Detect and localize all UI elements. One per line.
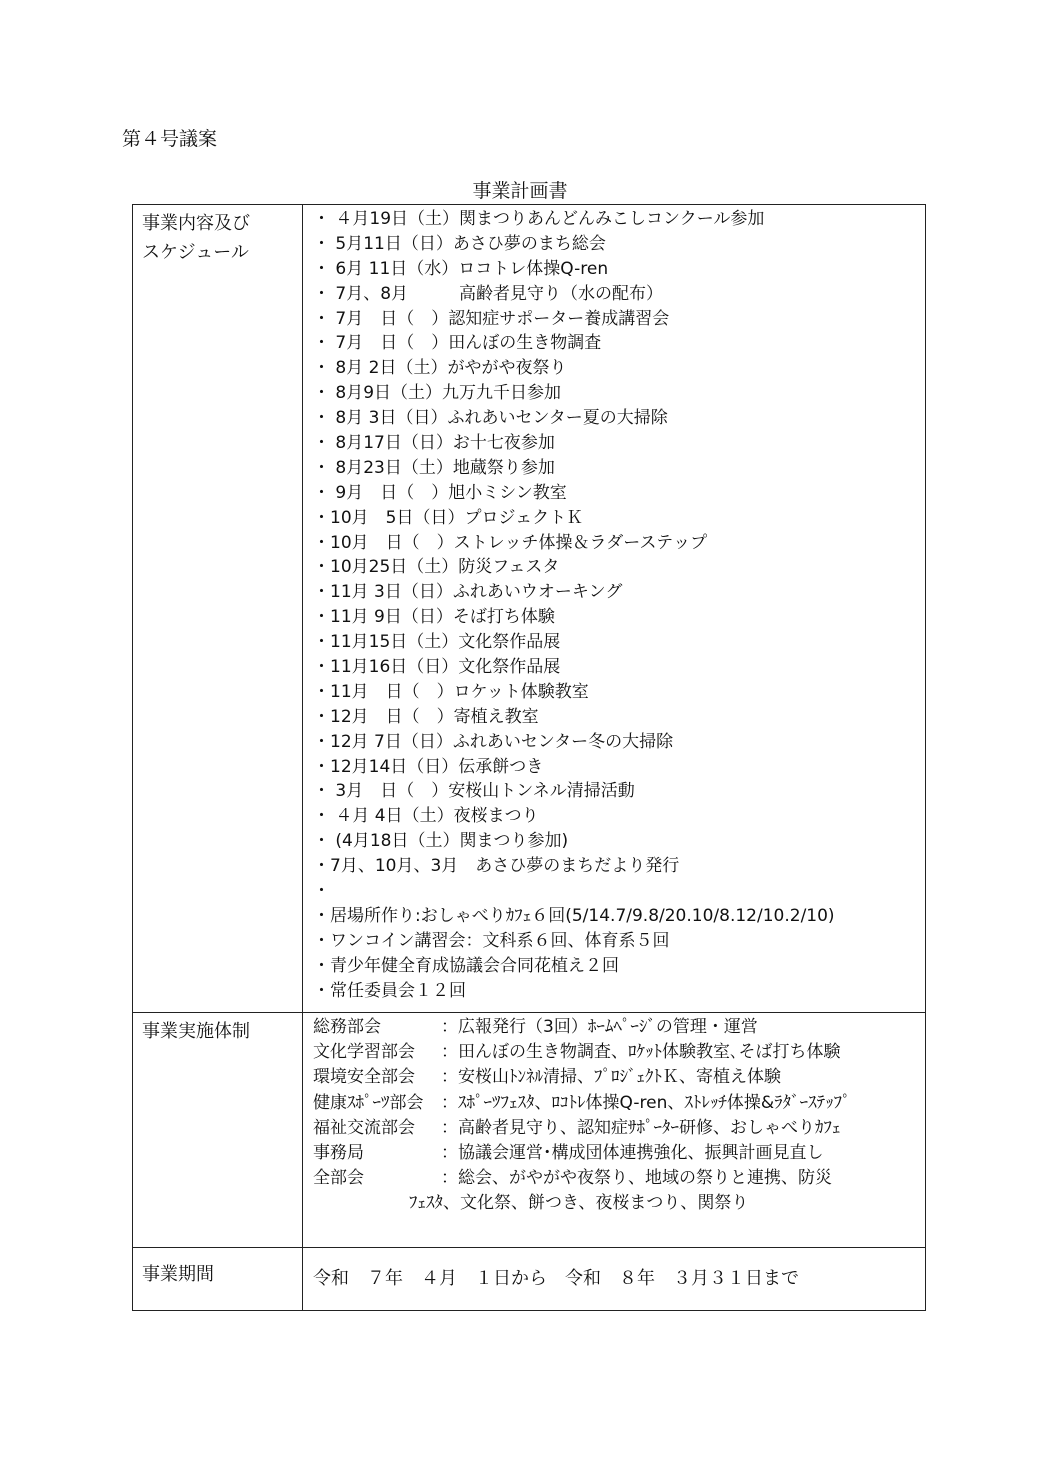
department-name: 全部会 [313, 1168, 364, 1189]
schedule-item: ・ 8月9日（土）九万九千日参加 [313, 383, 562, 404]
schedule-item: ・ ４月 4日（土）夜桜まつり [313, 806, 539, 827]
schedule-item: ・10月 5日（日）プロジェクトＫ [313, 507, 584, 528]
department-name: 事務局 [313, 1142, 364, 1163]
department-name: 文化学習部会 [313, 1042, 415, 1063]
schedule-item: ・ 6月 11日（水）ロコトレ体操Q-ren [313, 258, 609, 279]
department-name: 環境安全部会 [313, 1067, 415, 1088]
schedule-item: ・常任委員会１２回 [313, 980, 466, 1001]
schedule-row [133, 205, 926, 1013]
schedule-label-cell [133, 205, 303, 1013]
schedule-item: ・ ４月19日（土）関まつりあんどんみこしコンクール参加 [313, 209, 765, 229]
schedule-item: ・ 7月 日（ ）田んぼの生き物調査 [313, 333, 602, 354]
organization-list [313, 1015, 925, 1191]
department-duty: ：高齢者見守り、認知症ｻﾎﾟｰﾀｰ研修、おしゃべりｶﾌｪ [441, 1117, 841, 1138]
period-label: 事業期間 [133, 1248, 303, 1311]
schedule-item: ・ 8月 2日（土）がやがや夜祭り [313, 358, 567, 379]
schedule-item: ・ 3月 日（ ）安桜山トンネル清掃活動 [313, 781, 635, 802]
schedule-item: ・ 7月 日（ ）認知症サポーター養成講習会 [313, 308, 670, 329]
organization-continuation: ﾌｪｽﾀ、文化祭、餅つき、夜桜まつり、関祭り [409, 1193, 749, 1214]
department-duty: ：協議会運営･構成団体連携強化、振興計画見直し [441, 1142, 824, 1163]
plan-table [132, 204, 926, 1311]
schedule-item: ・12月 日（ ）寄植え教室 [313, 706, 539, 727]
schedule-item: ・10月25日（土）防災フェスタ [313, 557, 560, 578]
organization-row [133, 1013, 926, 1248]
department-duty: ：安桜山ﾄﾝﾈﾙ清掃、ﾌﾟﾛｼﾞｪｸﾄＫ、寄植え体験 [441, 1067, 781, 1088]
department-duty: ：総会、がやがや夜祭り、地域の祭りと連携、防災 [441, 1168, 832, 1189]
department-duty: ：ｽﾎﾟｰﾂﾌｪｽﾀ、ﾛｺﾄﾚ体操Q-ren、ｽﾄﾚｯﾁ体操&ﾗﾀﾞｰｽﾃｯﾌﾟ [441, 1092, 851, 1113]
schedule-item: ・11月 9日（日）そば打ち体験 [313, 607, 555, 628]
period-content-cell [303, 1248, 926, 1311]
department-duty: ：田んぼの生き物調査、ﾛｹｯﾄ体験教室､そば打ち体験 [441, 1042, 841, 1063]
schedule-item: ・居場所作り:おしゃべりｶﾌｪ６回(5/14.7/9.8/20.10/8.12/10.2/10) [313, 905, 835, 926]
schedule-item: ・10月 日（ ）ストレッチ体操＆ラダーステップ [313, 532, 708, 553]
schedule-item: ・ 8月17日（日）お十七夜参加 [313, 433, 555, 454]
schedule-item: ・12月 7日（日）ふれあいセンター冬の大掃除 [313, 731, 674, 752]
agenda-number: 第４号議案 [122, 128, 218, 150]
schedule-item: ・ワンコイン講習会：文科系６回、体育系５回 [313, 930, 670, 951]
department-duty: ：広報発行（3回）ﾎｰﾑﾍﾟｰｼﾞの管理・運営 [441, 1017, 758, 1037]
document-title: 事業計画書 [472, 180, 568, 202]
schedule-item: ・ 8月 3日（日）ふれあいセンター夏の大掃除 [313, 408, 668, 429]
schedule-item: ・11月16日（日）文化祭作品展 [313, 657, 561, 678]
schedule-label-line-2: スケジュール [142, 242, 249, 263]
schedule-item: ・ [313, 881, 330, 902]
department-name: 健康ｽﾎﾟｰﾂ部会 [313, 1092, 424, 1113]
schedule-content-cell [303, 205, 926, 1013]
department-name: 福祉交流部会 [313, 1117, 415, 1138]
schedule-item: ・ (4月18日（土）関まつり参加) [313, 831, 569, 852]
schedule-item: ・ 5月11日（日）あさひ夢のまち総会 [313, 233, 606, 254]
period-text: 令和 ７年 ４月 １日から 令和 ８年 ３月３１日まで [313, 1268, 799, 1289]
schedule-item: ・12月14日（日）伝承餅つき [313, 756, 544, 777]
schedule-item: ・11月15日（土）文化祭作品展 [313, 632, 561, 653]
organization-label: 事業実施体制 [133, 1013, 303, 1248]
period-row [133, 1248, 926, 1311]
schedule-item: ・青少年健全育成協議会合同花植え２回 [313, 955, 619, 976]
schedule-item: ・11月 3日（日）ふれあいウオーキング [313, 582, 623, 603]
schedule-item: ・ 9月 日（ ）旭小ミシン教室 [313, 482, 567, 503]
schedule-item: ・ 7月、8月 高齢者見守り（水の配布） [313, 283, 664, 304]
department-name: 総務部会 [313, 1017, 381, 1037]
schedule-item: ・11月 日（ ）ロケット体験教室 [313, 681, 589, 702]
schedule-item: ・7月、10月、3月 あさひ夢のまちだより発行 [313, 856, 680, 877]
organization-content-cell [303, 1013, 926, 1248]
schedule-item: ・ 8月23日（土）地蔵祭り参加 [313, 457, 555, 478]
schedule-label-line-1: 事業内容及び [142, 213, 250, 234]
